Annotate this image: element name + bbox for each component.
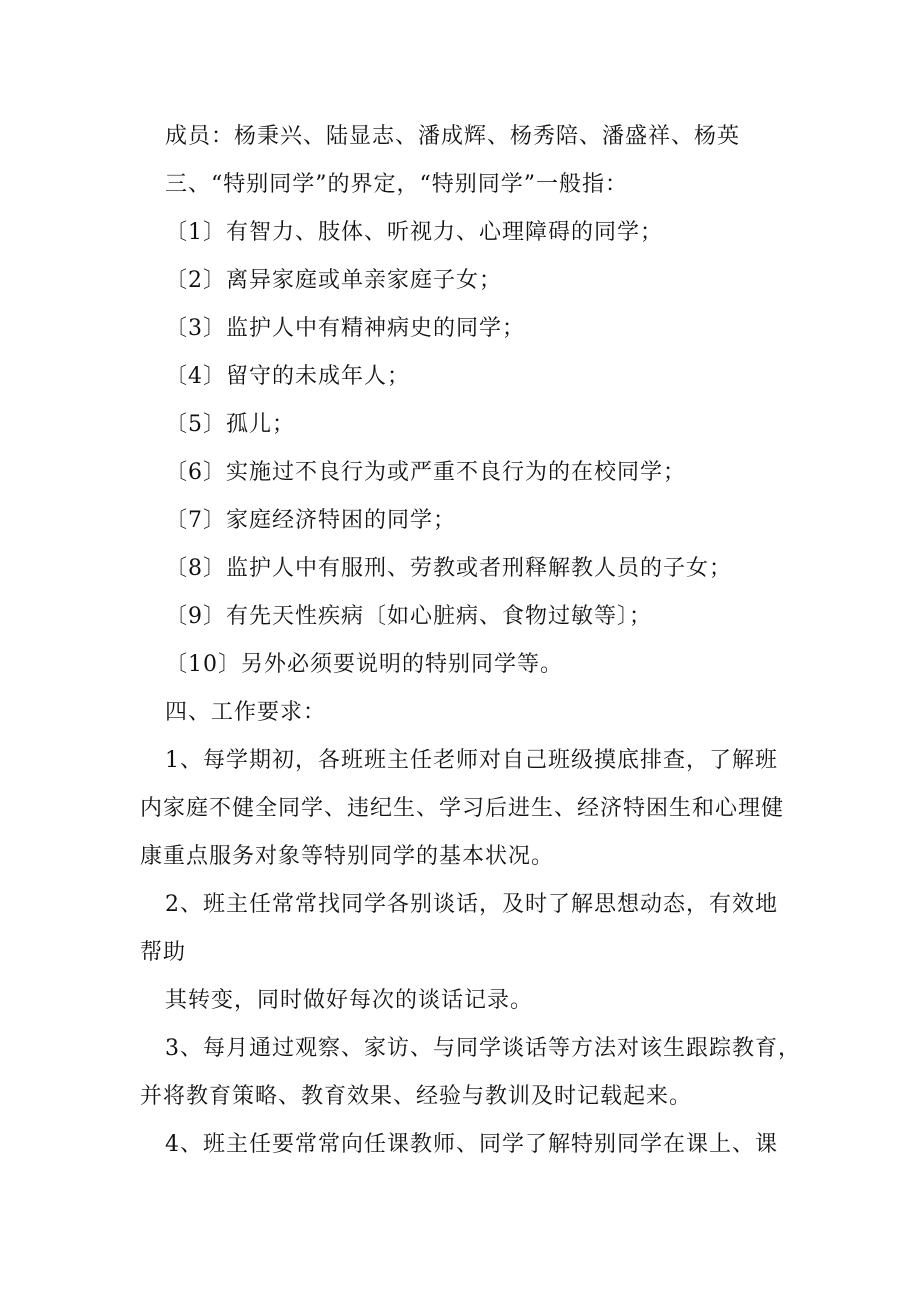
paragraph-line: 2、班主任常常找同学各别谈话，及时了解思想动态，有效地 xyxy=(165,892,778,917)
paragraph-line: 3、每月通过观察、家访、与同学谈话等方法对该生跟踪教育， xyxy=(165,1036,801,1061)
paragraph-line: 并将教育策略、教育效果、经验与教训及时记载起来。 xyxy=(140,1084,693,1109)
list-item: 〔5〕孤儿； xyxy=(165,412,295,437)
list-item: 〔6〕实施过不良行为或严重不良行为的在校同学； xyxy=(165,460,686,485)
paragraph-line: 帮助 xyxy=(140,940,187,965)
list-item: 〔7〕家庭经济特困的同学； xyxy=(165,508,456,533)
members-line: 成员：杨秉兴、陆显志、潘成辉、杨秀陪、潘盛祥、杨英 xyxy=(165,124,741,149)
paragraph-line: 4、班主任要常常向任课教师、同学了解特别同学在课上、课 xyxy=(165,1132,778,1157)
section-three-heading: 三、“特别同学”的界定，“特别同学”一般指： xyxy=(165,172,628,197)
list-item: 〔10〕另外必须要说明的特别同学等。 xyxy=(165,652,563,677)
paragraph-line: 内家庭不健全同学、违纪生、学习后进生、经济特困生和心理健 xyxy=(140,796,785,821)
section-four-heading: 四、工作要求： xyxy=(165,700,327,725)
list-item: 〔8〕监护人中有服刑、劳教或者刑释解教人员的子女； xyxy=(165,556,732,581)
paragraph-line: 其转变，同时做好每次的谈话记录。 xyxy=(165,988,534,1013)
list-item: 〔4〕留守的未成年人； xyxy=(165,364,410,389)
list-item: 〔9〕有先天性疾病〔如心脏病、食物过敏等〕； xyxy=(165,604,652,629)
list-item: 〔2〕离异家庭或单亲家庭子女； xyxy=(165,268,502,293)
list-item: 〔3〕监护人中有精神病史的同学； xyxy=(165,316,525,341)
list-item: 〔1〕有智力、肢体、听视力、心理障碍的同学； xyxy=(165,220,663,245)
paragraph-line: 康重点服务对象等特别同学的基本状况。 xyxy=(140,844,555,869)
paragraph-line: 1、每学期初，各班班主任老师对自己班级摸底排查，了解班 xyxy=(165,748,778,773)
